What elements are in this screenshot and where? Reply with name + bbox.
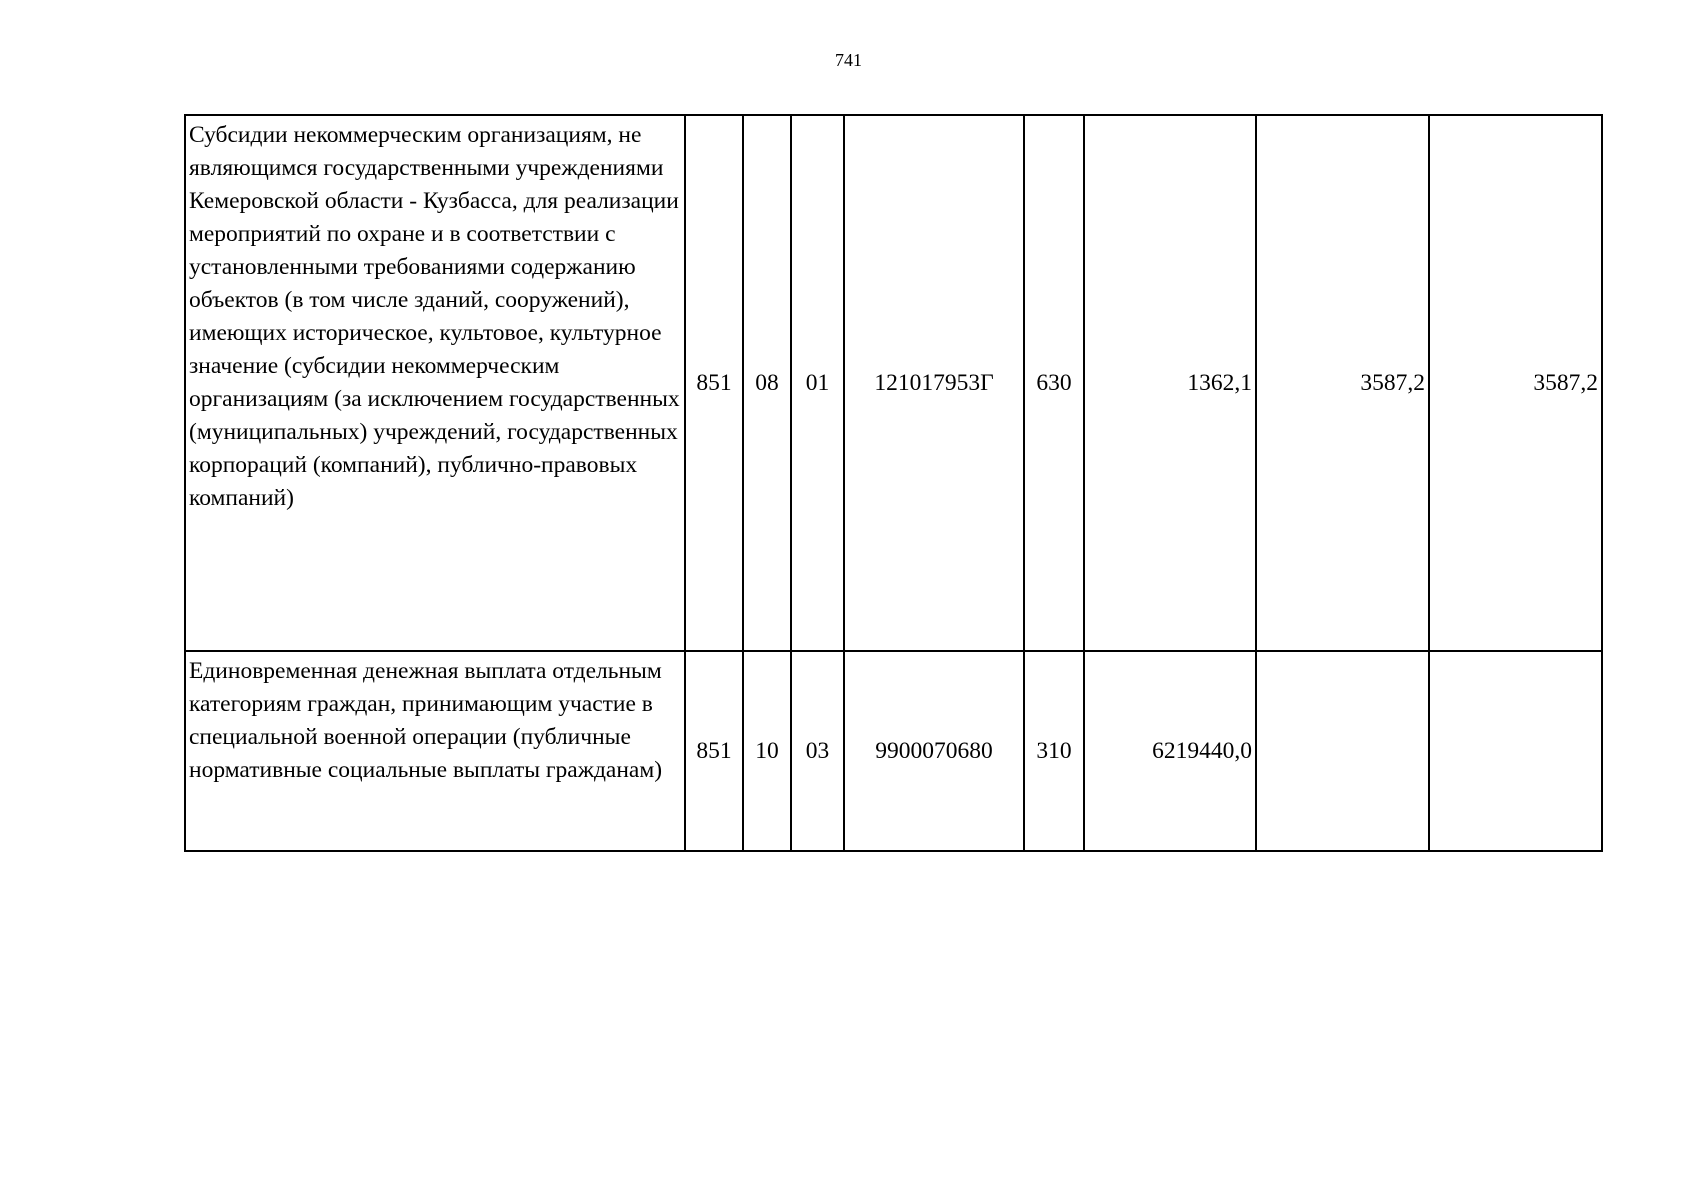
row-description: Субсидии некоммерческим организациям, не являющимся государственными учреждениями Кемеровской области - Кузбасса, для реализации мероприятий по охране и в соответствии с установленными требованиями содержанию объектов (в том числе зданий, сооружений), имеющих историческое, культовое, культурное значение (субсидии некоммерческим организациям (за исключением государственных (муниципальных) учреждений, государственных корпораций (компаний), публично-правовых компаний) xyxy=(185,115,685,651)
expense-type-code: 630 xyxy=(1024,115,1084,651)
subsection-code: 03 xyxy=(791,651,844,851)
amount-year-2 xyxy=(1256,651,1429,851)
table-row xyxy=(185,115,1602,651)
ministry-code: 851 xyxy=(685,115,743,651)
ministry-code: 851 xyxy=(685,651,743,851)
amount-year-3: 3587,2 xyxy=(1429,115,1602,651)
amount-year-1: 6219440,0 xyxy=(1084,651,1256,851)
section-code: 08 xyxy=(743,115,791,651)
page-number: 741 xyxy=(835,50,862,70)
expense-type-code: 310 xyxy=(1024,651,1084,851)
section-code: 10 xyxy=(743,651,791,851)
amount-year-3 xyxy=(1429,651,1602,851)
amount-year-1: 1362,1 xyxy=(1084,115,1256,651)
budget-table xyxy=(184,114,1603,852)
subsection-code: 01 xyxy=(791,115,844,651)
row-description: Единовременная денежная выплата отдельным категориям граждан, принимающим участие в специальной военной операции (публичные нормативные социальные выплаты гражданам) xyxy=(185,651,685,851)
target-article-code: 121017953Г xyxy=(844,115,1024,651)
amount-year-2: 3587,2 xyxy=(1256,115,1429,651)
target-article-code: 9900070680 xyxy=(844,651,1024,851)
table-row xyxy=(185,651,1602,851)
